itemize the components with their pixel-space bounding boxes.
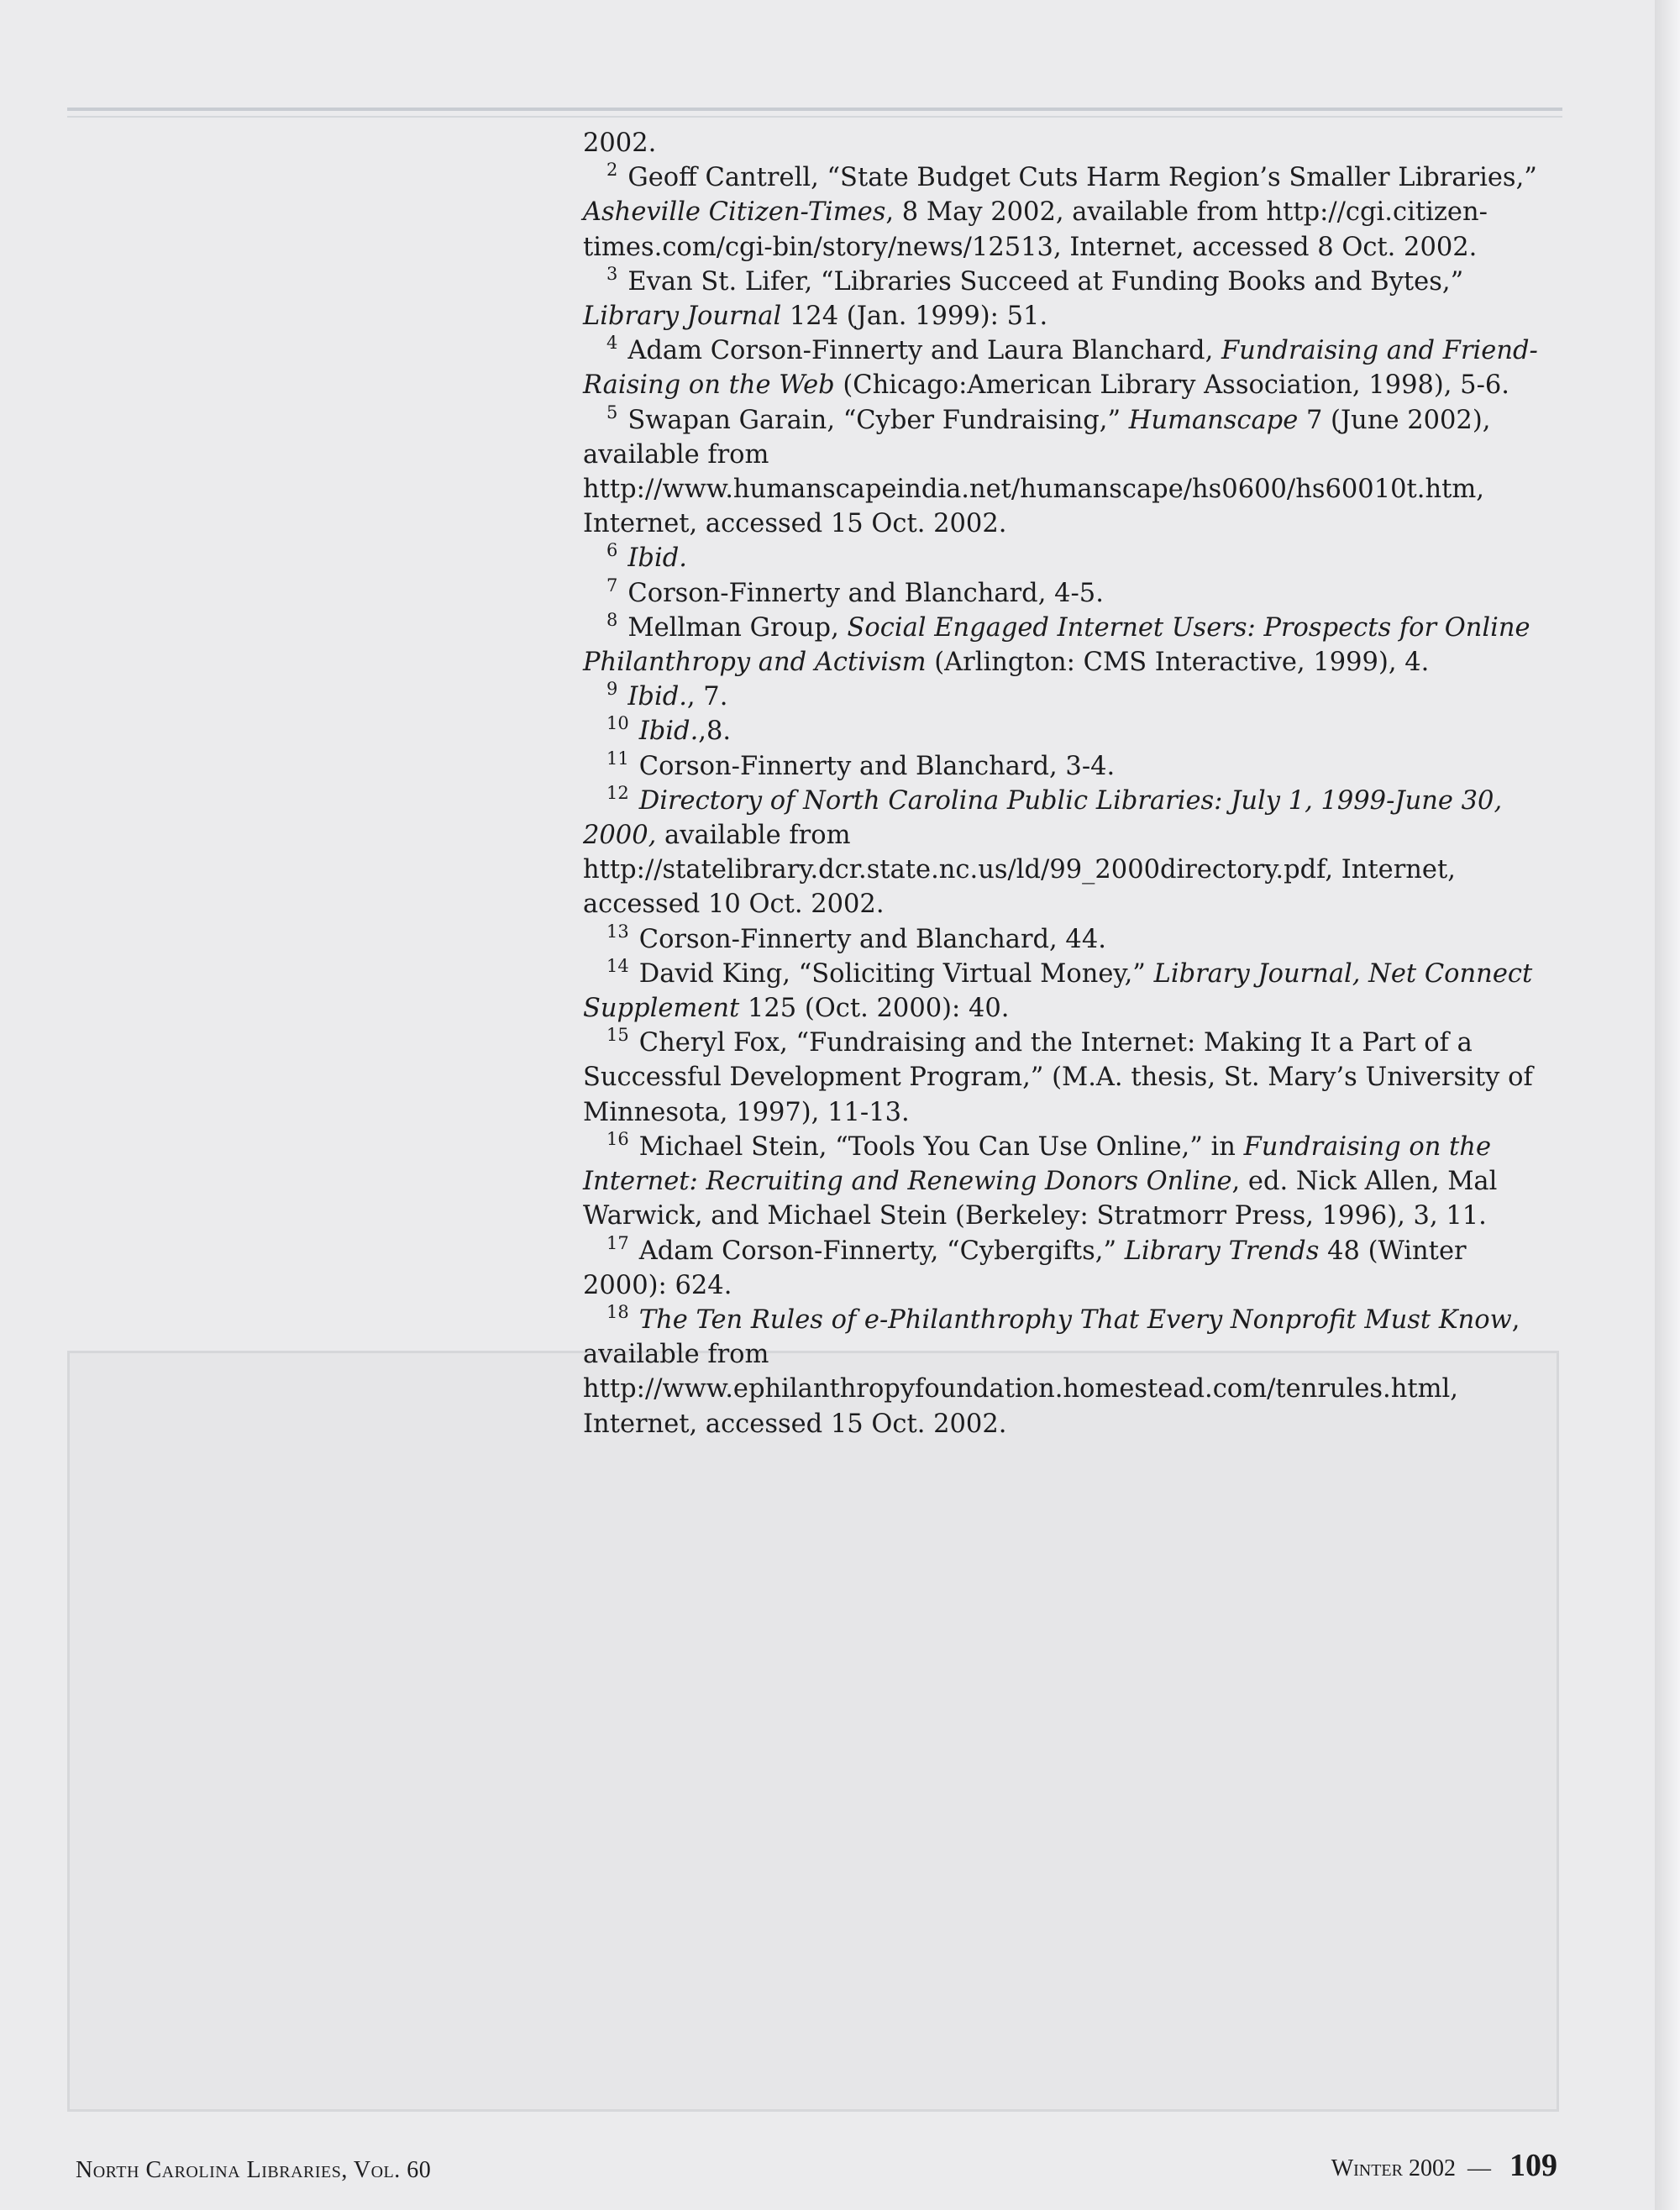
endnote-italic-text: Humanscape	[1128, 405, 1299, 435]
endnote-text: Swapan Garain, “Cyber Fundraising,”	[627, 405, 1129, 435]
endnote-italic-text: Social Engaged Internet Users: Prospects for Online Philanthropy and Activism	[583, 612, 1530, 678]
endnote-continuation: 2002.	[583, 129, 657, 158]
endnote-text: , ed. Nick Allen, Mal Warwick, and Michael Stein (Berkeley: Stratmorr Press, 1996), 3, 11.	[583, 1167, 1498, 1231]
endnote-italic-text: Ibid.	[627, 682, 687, 712]
endnote-text: , available from http://www.ephilanthropyfoundation.homestead.com/tenrules.html, Internet, accessed 15 Oct. 2002.	[583, 1304, 1520, 1439]
endnote: 16 Michael Stein, “Tools You Can Use Online,” in Fundraising on the Internet: Recruiting and Renewing Donors Online, ed. Nick Allen, Mal Warwick, and Michael Stein (Berkeley: Stratmorr Press, 1996), 3, 11.	[583, 1128, 1498, 1231]
endnote: 11 Corson-Finnerty and Blanchard, 3-4.	[606, 748, 1116, 781]
endnote: 10 Ibid.,8.	[606, 713, 732, 747]
endnote: 6 Ibid.	[606, 540, 687, 574]
endnote: 14 David King, “Soliciting Virtual Money,” Library Journal, Net Connect Supplement 125 (Oct. 2000): 40.	[583, 955, 1533, 1024]
endnote: 8 Mellman Group, Social Engaged Internet Users: Prospects for Online Philanthropy and Activism (Arlington: CMS Interactive, 1999), 4.	[583, 609, 1530, 678]
endnote-text: David King, “Soliciting Virtual Money,”	[638, 958, 1154, 989]
endnote-text: (Arlington: CMS Interactive, 1999), 4.	[926, 648, 1430, 678]
endnote-text: 124 (Jan. 1999): 51.	[781, 302, 1048, 332]
endnote-text: , 8 May 2002, available from http://cgi.citizen-times.com/cgi-bin/story/news/12513, Internet, accessed 8 Oct. 2002.	[583, 197, 1488, 262]
endnote: 9 Ibid., 7.	[606, 679, 728, 712]
page-edge	[1655, 0, 1680, 2210]
endnote-text: , 7.	[686, 682, 728, 712]
endnote-text: Evan St. Lifer, “Libraries Succeed at Funding Books and Bytes,”	[627, 266, 1464, 297]
endnote: 13 Corson-Finnerty and Blanchard, 44.	[606, 921, 1106, 954]
endnote: 7 Corson-Finnerty and Blanchard, 4-5.	[606, 575, 1104, 608]
endnote-text: Corson-Finnerty and Blanchard, 44.	[638, 924, 1106, 954]
endnote: 4 Adam Corson-Finnerty and Laura Blanchard, Fundraising and Friend-Raising on the Web (Chicago:American Library Association, 1998), 5-6.	[583, 333, 1538, 401]
footer-dash: —	[1467, 2155, 1491, 2181]
endnote-list	[583, 160, 1557, 1441]
endnote-text: ,8.	[698, 717, 732, 747]
endnote-italic-text: Library Journal	[583, 302, 782, 332]
page-footer	[76, 2142, 1557, 2184]
endnote-text: 48 (Winter 2000): 624.	[583, 1236, 1467, 1300]
endnote: 2 Geoff Cantrell, “State Budget Cuts Harm Region’s Smaller Libraries,” Asheville Citizen-Times, 8 May 2002, available from http://cgi.citizen-times.com/cgi-bin/story/news/12513, Internet, accessed 8 Oct. 2002.	[583, 160, 1537, 262]
endnote-italic-text: Fundraising on the Internet: Recruiting and Renewing Donors Online	[583, 1131, 1492, 1197]
endnote-text: Corson-Finnerty and Blanchard, 4-5.	[627, 578, 1104, 608]
endnote-text: (Chicago:American Library Association, 1998), 5-6.	[834, 370, 1509, 401]
endnote-text: Adam Corson-Finnerty, “Cybergifts,”	[638, 1236, 1125, 1266]
header-rule	[67, 108, 1562, 111]
endnote-text: Cheryl Fox, “Fundraising and the Internet: Making It a Part of a Successful Development Program,” (M.A. thesis, St. Mary’s University of Minnesota, 1997), 11-13.	[583, 1028, 1533, 1127]
endnote-italic-text: The Ten Rules of e-Philanthrophy That Every Nonprofit Must Know	[638, 1304, 1512, 1335]
endnote-italic-text: Directory of North Carolina Public Libraries: July 1, 1999-June 30, 2000,	[583, 785, 1503, 851]
page-number: 109	[1509, 2148, 1557, 2183]
issue-season: Winter 2002	[1331, 2155, 1456, 2181]
issue-info	[1331, 2147, 1557, 2184]
endnote-text: Michael Stein, “Tools You Can Use Online,” in	[638, 1131, 1244, 1162]
endnote: 18 The Ten Rules of e-Philanthrophy That Every Nonprofit Must Know, available from http://www.ephilanthropyfoundation.homestead.com/tenrules.html, Internet, accessed 15 Oct. 2002.	[583, 1301, 1520, 1439]
endnote: 12 Directory of North Carolina Public Libraries: July 1, 1999-June 30, 2000, available from http://statelibrary.dcr.state.nc.us/ld/99_2000directory.pdf, Internet, accessed 10 Oct. 2002.	[583, 782, 1503, 920]
endnote-italic-text: Fundraising and Friend-Raising on the Web	[583, 336, 1538, 401]
endnote-text: 7 (June 2002), available from http://www.humanscapeindia.net/humanscape/hs0600/hs60010t.htm, Internet, accessed 15 Oct. 2002.	[583, 405, 1491, 539]
endnote-text: 125 (Oct. 2000): 40.	[739, 994, 1010, 1024]
endnote-italic-text: Library Journal, Net Connect Supplement	[583, 958, 1533, 1024]
endnote-text: Corson-Finnerty and Blanchard, 3-4.	[638, 751, 1116, 781]
endnote-text: Mellman Group,	[627, 612, 848, 643]
endnote: 17 Adam Corson-Finnerty, “Cybergifts,” Library Trends 48 (Winter 2000): 624.	[583, 1232, 1467, 1300]
endnote-italic-text: Library Trends	[1124, 1236, 1320, 1266]
endnote: 3 Evan St. Lifer, “Libraries Succeed at Funding Books and Bytes,” Library Journal 124 (Jan. 1999): 51.	[583, 263, 1464, 332]
endnotes	[583, 126, 1557, 1441]
endnote-text: Geoff Cantrell, “State Budget Cuts Harm Region’s Smaller Libraries,”	[627, 163, 1537, 193]
endnote-text: Adam Corson-Finnerty and Laura Blanchard,	[627, 336, 1221, 366]
endnote-italic-text: Asheville Citizen-Times	[583, 197, 886, 228]
header-rule-thin	[67, 116, 1562, 118]
endnote-italic-text: Ibid.	[638, 717, 699, 747]
endnote-italic-text: Ibid.	[627, 543, 687, 574]
endnote-text: available from http://statelibrary.dcr.state.nc.us/ld/99_2000directory.pdf, Internet, accessed 10 Oct. 2002.	[583, 821, 1456, 920]
show-through-box	[67, 1351, 1559, 2112]
journal-title: North Carolina Libraries, Vol. 60	[76, 2157, 432, 2183]
endnote: 5 Swapan Garain, “Cyber Fundraising,” Humanscape 7 (June 2002), available from http://www.humanscapeindia.net/humanscape/hs0600/hs60010t.htm, Internet, accessed 15 Oct. 2002.	[583, 402, 1491, 539]
endnote: 15 Cheryl Fox, “Fundraising and the Internet: Making It a Part of a Successful Development Program,” (M.A. thesis, St. Mary’s University of Minnesota, 1997), 11-13.	[583, 1025, 1533, 1127]
